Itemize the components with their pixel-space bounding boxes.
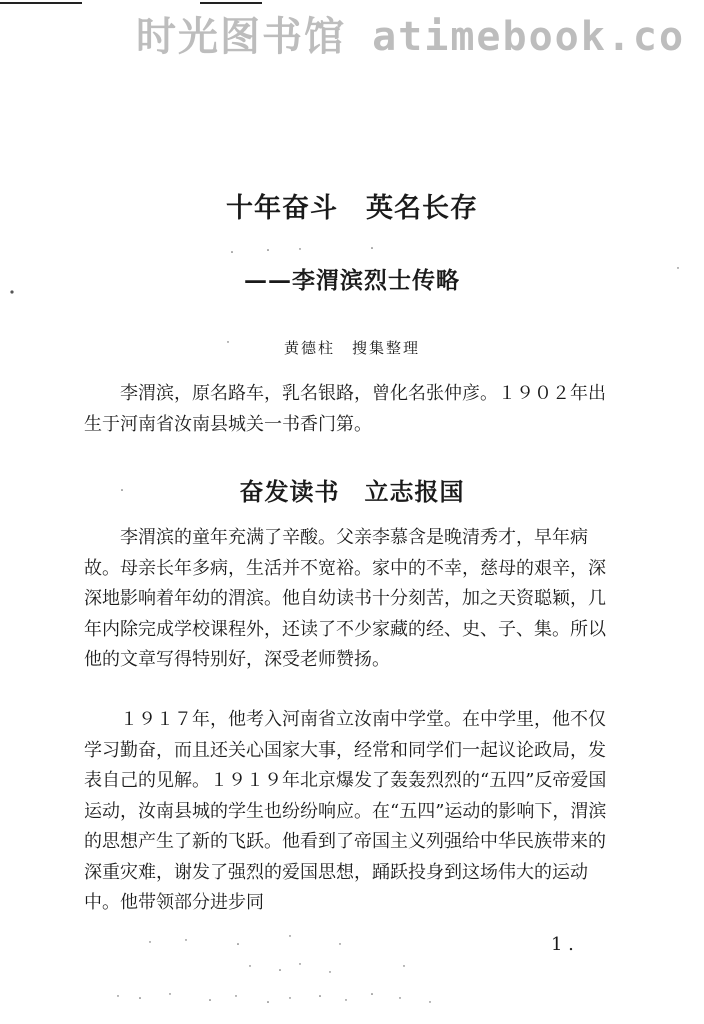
- author-credit: 黄德柱 搜集整理: [283, 339, 420, 357]
- section-heading: 奋发读书 立志报国: [239, 478, 465, 506]
- article-subtitle: ——李渭滨烈士传略: [244, 267, 460, 294]
- article-title: 十年奋斗 英名长存: [226, 193, 478, 224]
- body-paragraph: 李渭滨的童年充满了辛酸。父亲李慕含是晚清秀才，早年病故。母亲长年多病，生活并不宽裕。家中的不幸，慈母的艰辛，深深地影响着年幼的渭滨。他自幼读书十分刻苦，加之天资聪颖，几年内除完成学校课程外，还读了不少家藏的经、史、子、集。所以他的文章写得特别好，深受老师赞扬。: [84, 527, 606, 670]
- page-number: 1 .: [551, 934, 574, 955]
- top-rule-left: [0, 2, 82, 4]
- top-rule-right: [200, 2, 262, 4]
- intro-paragraph: 李渭滨，原名路车，乳名银路，曾化名张仲彦。１９０２年出生于河南省汝南县城关一书香门第。: [84, 383, 606, 435]
- body-paragraph: １９１７年，他考入河南省立汝南中学堂。在中学里，他不仅学习勤奋，而且还关心国家大事，经常和同学们一起议论政局，发表自己的见解。１９１９年北京爆发了轰轰烈烈的“五四”反帝爱国运动，汝南县城的学生也纷纷响应。在“五四”运动的影响下，渭滨的思想产生了新的飞跃。他看到了帝国主义列强给中华民族带来的深重灾难，谢发了强烈的爱国思想，踊跃投身到这场伟大的运动中。他带领部分进步同: [84, 709, 607, 913]
- watermark: 时光图书馆 atimebook.co: [136, 14, 686, 60]
